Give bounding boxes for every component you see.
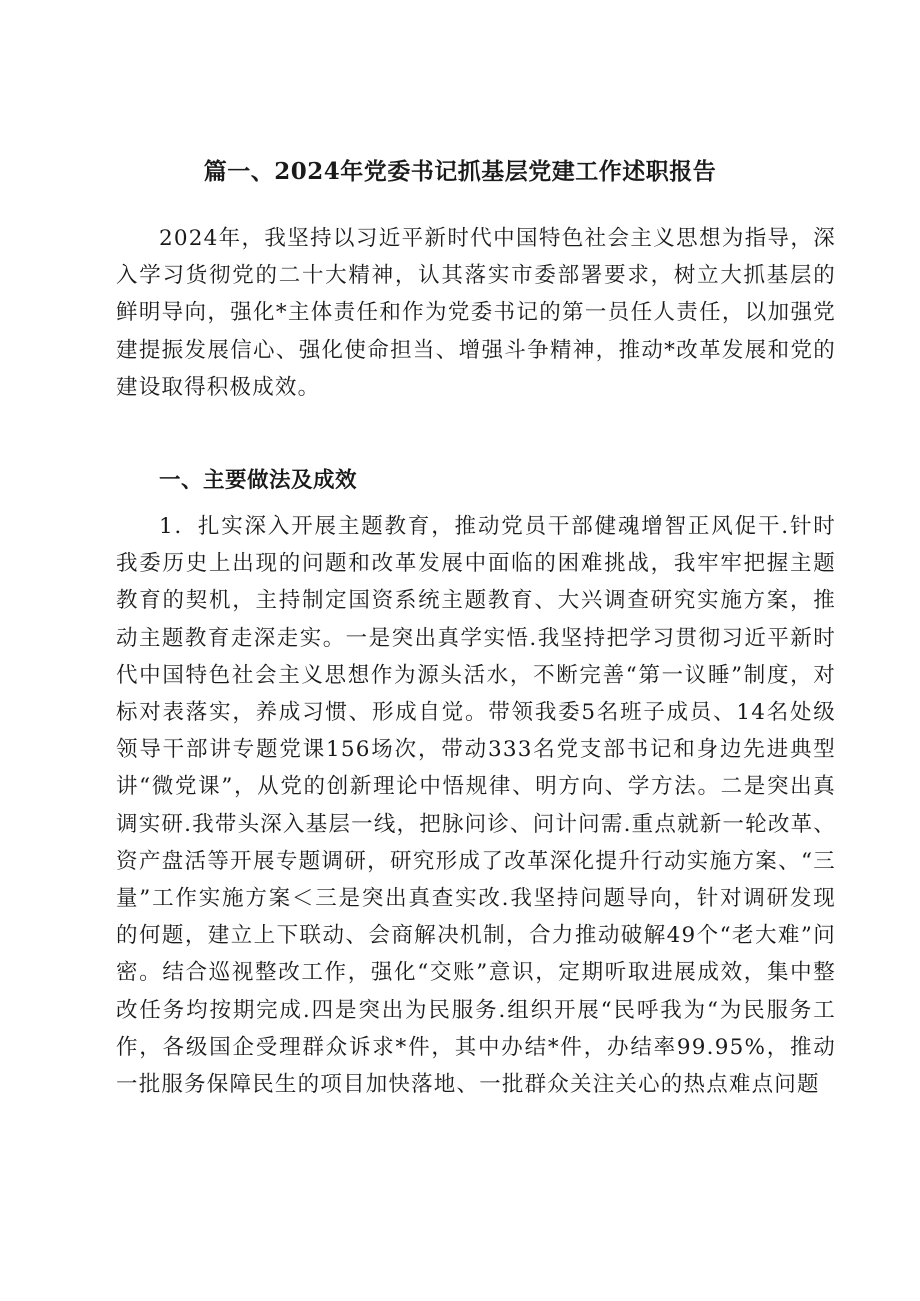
intro-paragraph: 2024年，我坚持以习近平新时代中国特色社会主义思想为指导，深入学习货彻党的二十大精神，认其落实市委部署要求，树立大抓基层的鲜明导向，强化*主体责任和作为党委书记的第一员任人责任，以加强党建提振发展信心、强化使命担当、增强斗争精神，推动*改革发展和党的建设取得积极成效。	[116, 226, 836, 400]
section-heading: 一、主要做法及成效	[159, 468, 358, 493]
section-paragraph: 1．扎实深入开展主题教育，推动党员干部健魂增智正风促干.针时我委历史上出现的问题和改革发展中面临的困难挑战，我牢牢把握主题教育的契机，主持制定国资系统主题教育、大兴调查研究实施方案，推动主题教育走深走实。一是突出真学实悟.我坚持把学习贯彻习近平新时代中国特色社会主义思想作为源头活水，不断完善“第一议睡”制度，对标对表落实，养成习惯、形成自觉。带领我委5名班子成员、14名处级领导干部讲专题党课156场次，带动333名党支部书记和身边先进典型讲“微党课”，从党的创新理论中悟规律、明方向、学方法。二是突出真调实研.我带头深入基层一线，把脉问诊、问计问需.重点就新一轮改革、资产盘活等开展专题调研，研究形成了改革深化提升行动实施方案、“三量”工作实施方案＜三是突出真查实改.我坚持问题导向，针对调研发现的何题，建立上下联动、会商解决机制，合力推动破解49个“老大难”问密。结合巡视整改工作，强化“交账”意识，定期听取进展成效，集中整改任务均按期完成.四是突出为民服务.组织开展“民呼我为“为民服务工作，各级国企受理群众诉求*件，其中办结*件，办结率99.95%，推动一批服务保障民生的项目加快落地、一批群众关注关心的热点难点问题	[116, 514, 836, 1098]
document-title: 篇一、2024年党委书记抓基层党建工作述职报告	[203, 158, 717, 185]
